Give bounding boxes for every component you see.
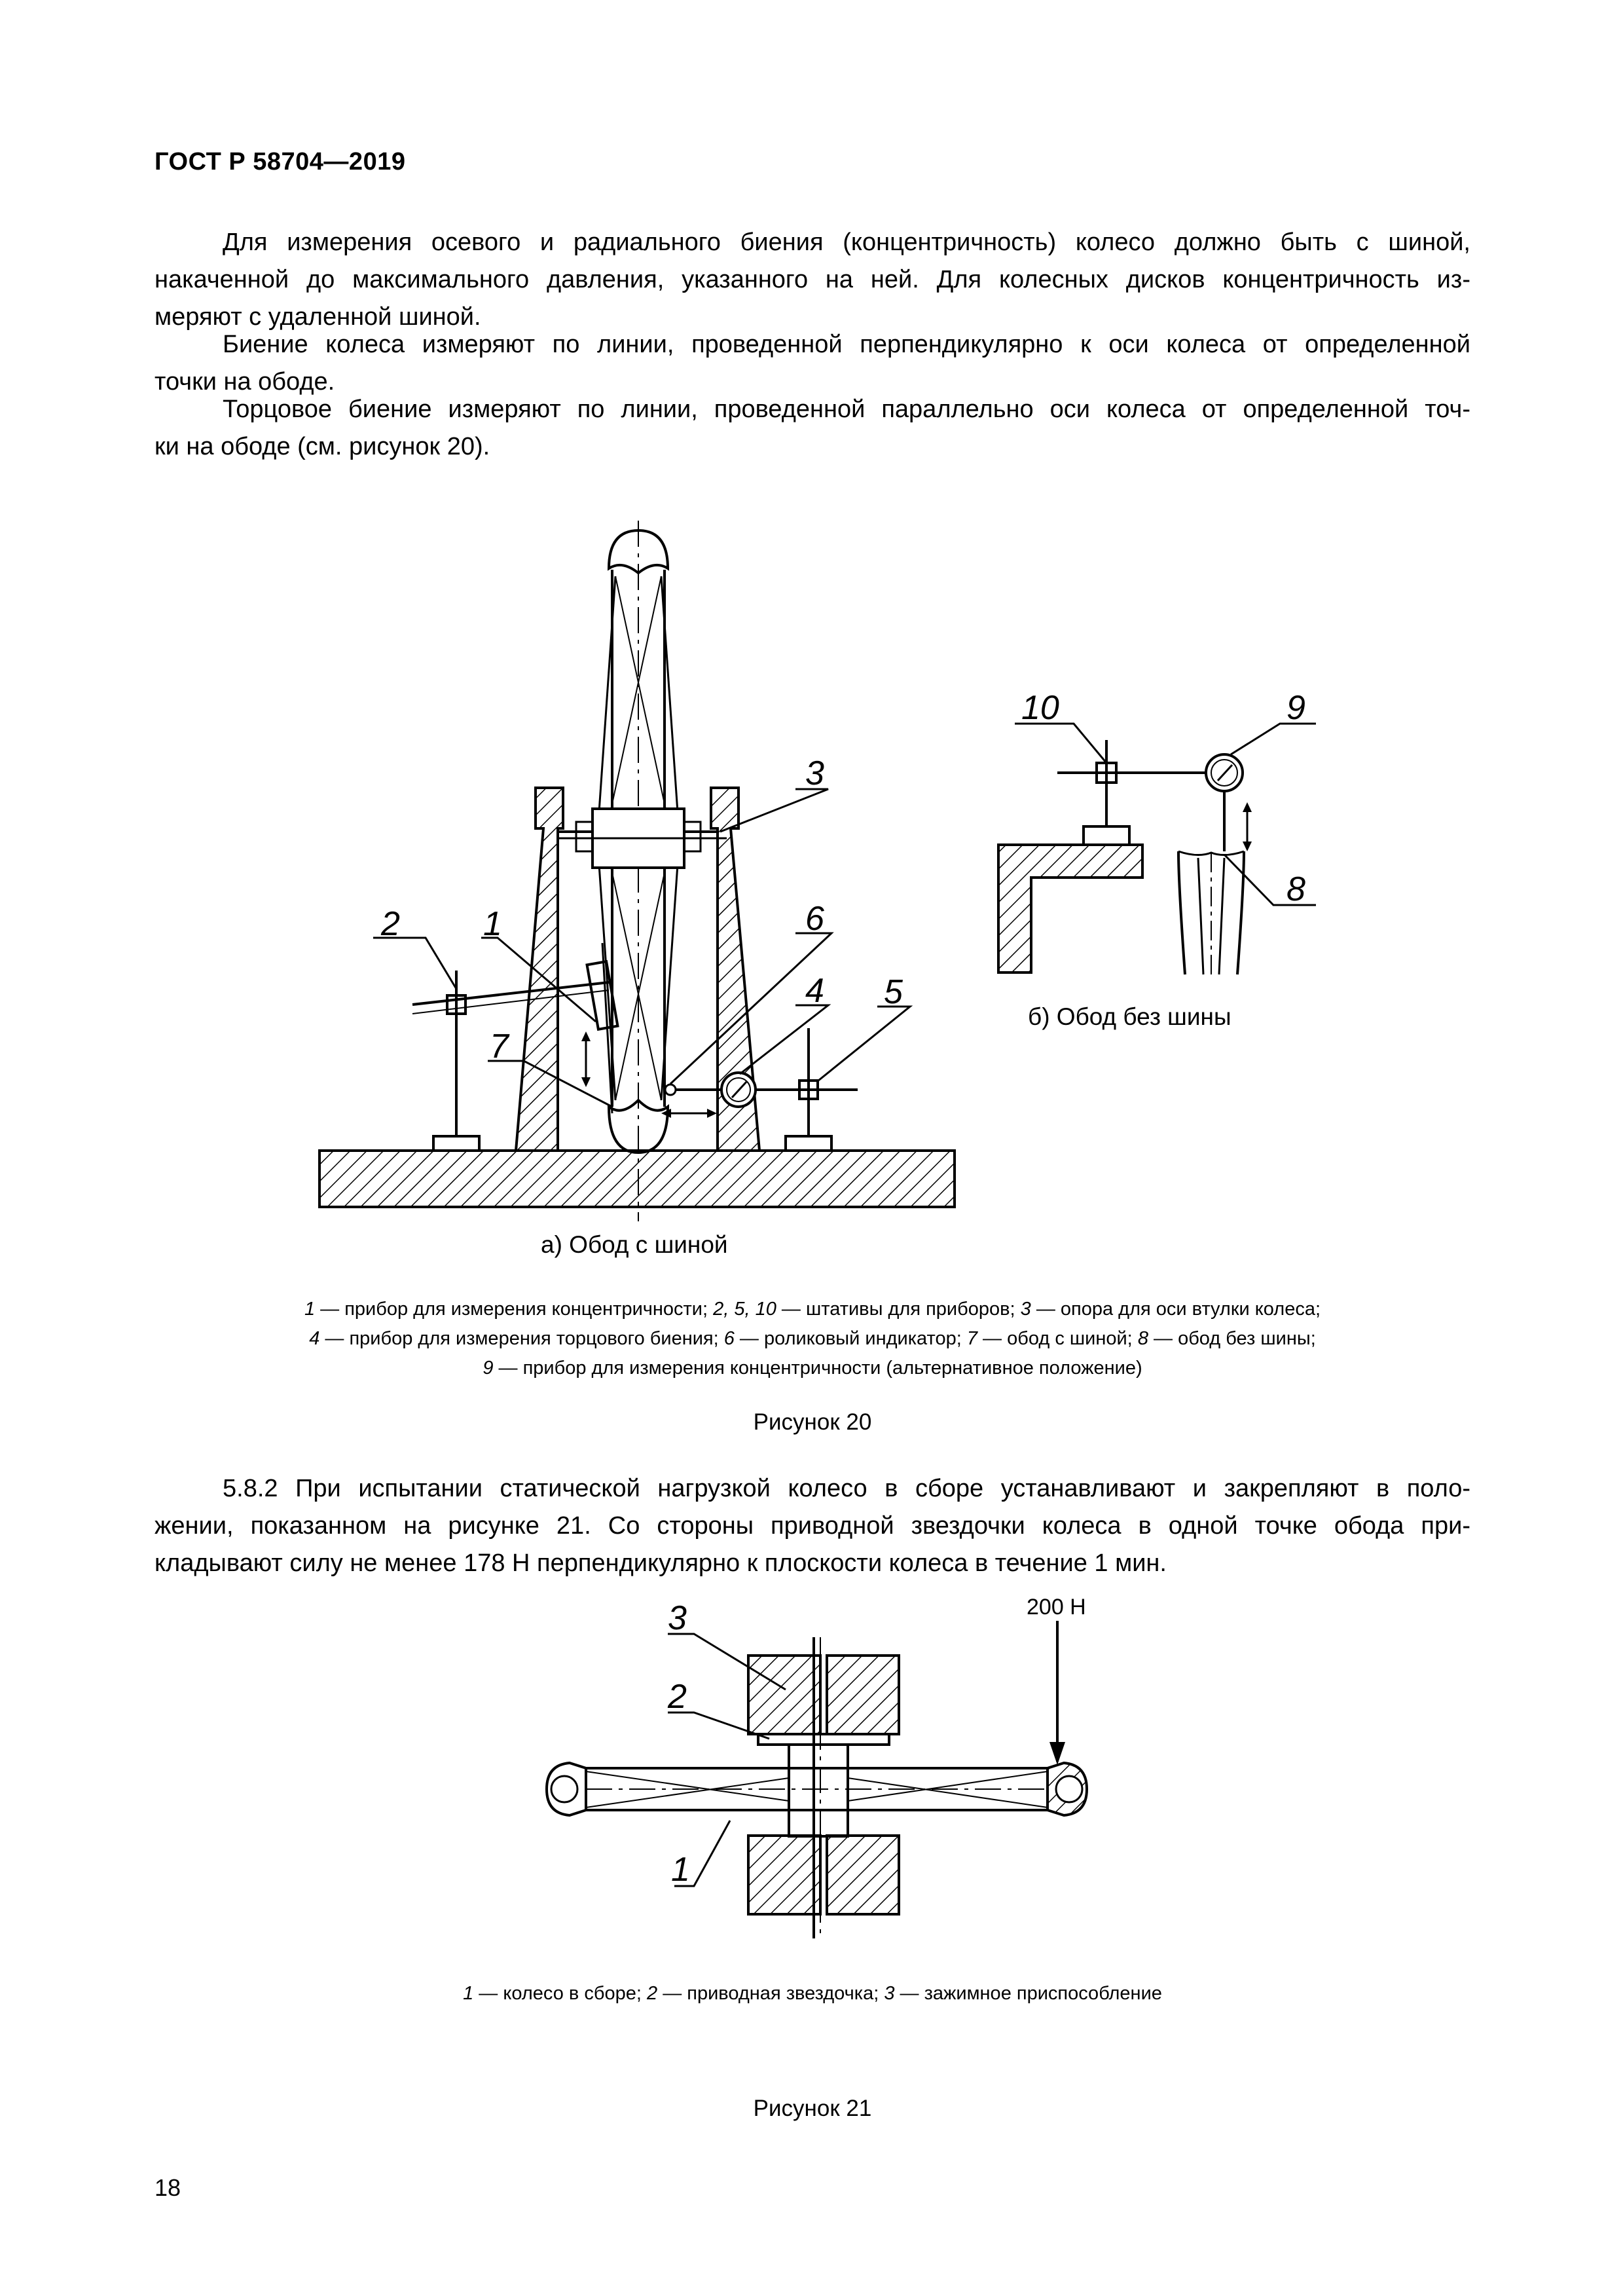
- legend-num: 3: [884, 1983, 895, 2004]
- label-2: 2: [381, 905, 400, 943]
- legend-num: 6: [723, 1328, 735, 1349]
- legend-text: — роликовый индикатор;: [734, 1328, 967, 1349]
- legend-text: — опора для оси втулки колеса;: [1030, 1299, 1321, 1320]
- label-3: 3: [805, 754, 824, 792]
- figure-20-legend: [155, 1295, 1470, 1383]
- legend-text: — обод с шиной;: [977, 1328, 1138, 1349]
- document-code-header: ГОСТ Р 58704—2019: [155, 148, 406, 176]
- wheel-with-tire: [556, 521, 727, 1221]
- text-line: Торцовое биение измеряют по линии, проведенной параллельно оси колеса от определенной точ-: [223, 396, 1470, 423]
- legend-line: [155, 1295, 1470, 1324]
- legend-num: 4: [309, 1328, 320, 1349]
- subfigure-b-caption: б) Обод без шины: [1028, 1003, 1231, 1030]
- text-line: Для измерения осевого и радиального биения (концентричность) колесо должно быть с шиной,: [223, 229, 1470, 256]
- legend-line: [155, 1979, 1470, 2009]
- label-7: 7: [490, 1028, 509, 1065]
- legend-num: 3: [1020, 1299, 1031, 1320]
- text-line: накаченной до максимального давления, указанного на ней. Для колесных дисков концентричность из-: [155, 266, 1470, 293]
- legend-text: — прибор для измерения торцового биения;: [319, 1328, 724, 1349]
- legend-text: — прибор для измерения концентричности (альтернативное положение): [493, 1358, 1142, 1379]
- legend-num: 8: [1137, 1328, 1148, 1349]
- label-6: 6: [805, 900, 824, 938]
- figure-21-caption: Рисунок 21: [753, 2096, 872, 2121]
- section-5-8-2-paragraph: [155, 1470, 1470, 1582]
- label-10: 10: [1021, 689, 1059, 727]
- legend-text: — приводная звездочка;: [657, 1983, 884, 2004]
- figure-21-legend: [155, 1979, 1470, 2009]
- legend-line: [155, 1354, 1470, 1383]
- legend-num: 7: [966, 1328, 977, 1349]
- figure-20-caption: Рисунок 20: [753, 1409, 872, 1435]
- text-line: точки на ободе.: [155, 368, 335, 396]
- label-4: 4: [805, 972, 824, 1010]
- text-line: меряют с удаленной шиной.: [155, 303, 481, 331]
- label-1: 1: [483, 905, 502, 943]
- legend-text: — прибор для измерения концентричности;: [315, 1299, 714, 1320]
- fig21-label-2: 2: [668, 1678, 687, 1716]
- stand-5: [746, 1028, 858, 1151]
- fig21-label-3: 3: [668, 1599, 687, 1637]
- label-8: 8: [1286, 870, 1305, 908]
- subfigure-a-caption: а) Обод с шиной: [541, 1231, 728, 1258]
- text-line: кладывают силу не менее 178 Н перпендикулярно к плоскости колеса в течение 1 мин.: [155, 1549, 1167, 1577]
- label-9: 9: [1286, 689, 1305, 727]
- legend-text: — колесо в сборе;: [473, 1983, 647, 2004]
- text-line: 5.8.2 При испытании статической нагрузкой колесо в сборе устанавливают и закрепляют в поло-: [223, 1475, 1470, 1502]
- legend-num: 1: [463, 1983, 474, 2004]
- legend-text: — штативы для приборов;: [776, 1299, 1021, 1320]
- legend-text: — обод без шины;: [1148, 1328, 1316, 1349]
- rim-without-tire-setup: [998, 740, 1252, 974]
- page-number: 18: [155, 2174, 181, 2201]
- legend-text: — зажимное приспособление: [894, 1983, 1162, 2004]
- text-line: ки на ободе (см. рисунок 20).: [155, 433, 490, 460]
- legend-num: 1: [304, 1299, 316, 1320]
- text-line: жении, показанном на рисунке 21. Со стороны приводной звездочки колеса в одной точке обода при-: [155, 1512, 1470, 1540]
- base-plate: [319, 1151, 955, 1207]
- text-line: Биение колеса измеряют по линии, проведенной перпендикулярно к оси колеса от определенной: [223, 331, 1470, 358]
- figure-20-labels: [380, 754, 903, 1065]
- legend-num: 9: [483, 1358, 494, 1379]
- label-5: 5: [884, 973, 903, 1011]
- legend-line: [155, 1324, 1470, 1354]
- legend-num: 2: [647, 1983, 658, 2004]
- legend-num: 2, 5, 10: [713, 1299, 776, 1320]
- figure-21-drawing: [547, 1595, 1087, 1938]
- force-label: 200 Н: [1027, 1595, 1086, 1620]
- fig21-label-1: 1: [671, 1851, 690, 1889]
